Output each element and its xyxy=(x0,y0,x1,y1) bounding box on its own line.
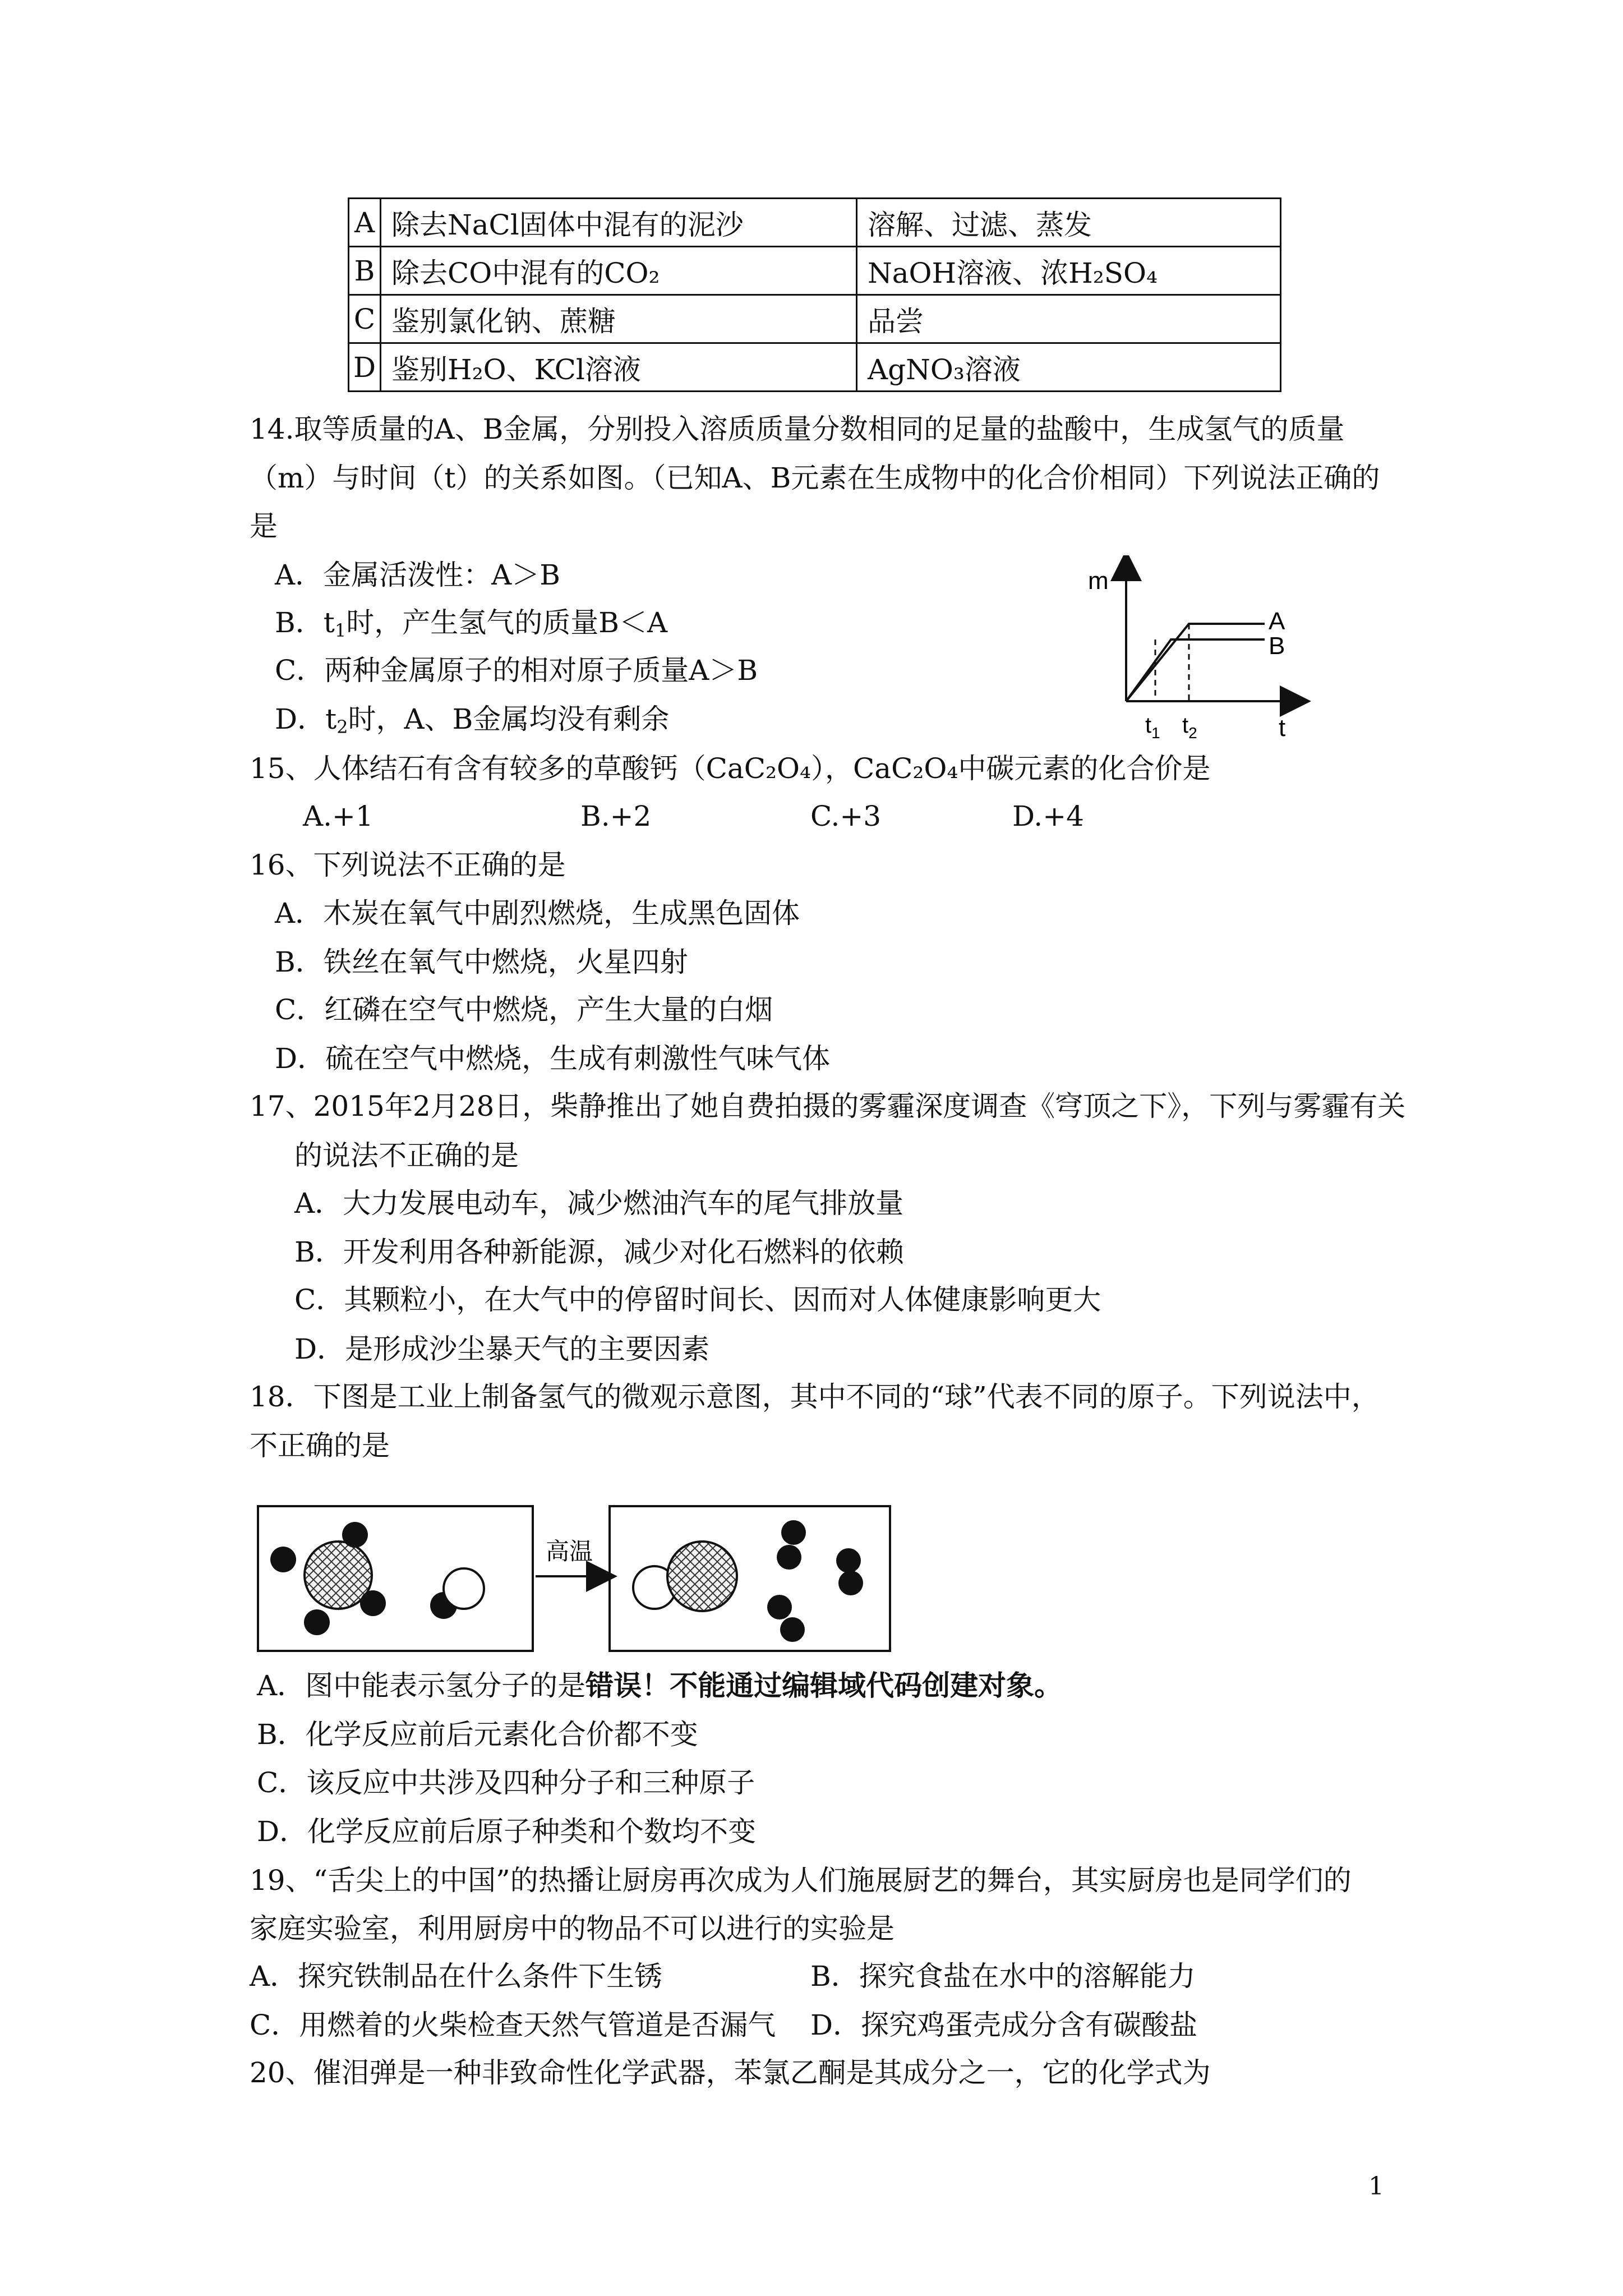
line-b xyxy=(1126,639,1265,701)
q17-option-d: D．是形成沙尘暴天气的主要因素 xyxy=(294,1333,710,1365)
hydrogen-mass-graph xyxy=(1077,555,1312,746)
table-row xyxy=(349,343,1281,392)
y-axis-label: m xyxy=(1088,567,1109,595)
q14-stem-line1: 14.取等质量的A、B金属，分别投入溶质质量分数相同的足量的盐酸中，生成氢气的质量 xyxy=(250,413,1345,445)
line-a-label: A xyxy=(1269,608,1285,635)
q15-stem: 15、人体结石有含有较多的草酸钙（CaC₂O₄），CaC₂O₄中碳元素的化合价是 xyxy=(250,752,1211,785)
q16-option-c: C．红磷在空气中燃烧，产生大量的白烟 xyxy=(275,993,773,1026)
q15-option-c: C.+3 xyxy=(810,800,882,832)
q19-stem-line1: 19、“舌尖上的中国”的热播让厨房再次成为人们施展厨艺的舞台，其实厨房也是同学们的 xyxy=(250,1864,1352,1897)
q18-stem-line1: 18．下图是工业上制备氢气的微观示意图，其中不同的“球”代表不同的原子。下列说法中， xyxy=(250,1381,1380,1413)
methane-molecule xyxy=(270,1522,386,1635)
q14-stem-line3: 是 xyxy=(250,510,278,542)
q18-option-a: A．图中能表示氢分子的是错误！不能通过编辑域代码创建对象。 xyxy=(257,1669,1063,1702)
table-row xyxy=(349,295,1281,343)
reaction-condition-label: 高温 xyxy=(546,1538,593,1565)
q17-stem-line1: 17、2015年2月28日，柴静推出了她自费拍摄的雾霾深度调查《穹顶之下》，下列与雾霾有关 xyxy=(250,1090,1406,1122)
q19-stem-line2: 家庭实验室，利用厨房中的物品不可以进行的实验是 xyxy=(250,1912,895,1945)
q14-option-b: B．$t_1$时，产生氢气的质量B＜A xyxy=(275,606,668,641)
q15-option-d: D.+4 xyxy=(1012,800,1084,832)
q15-option-b: B.+2 xyxy=(580,800,652,832)
q14-option-a: A．金属活泼性：A＞B xyxy=(275,559,560,591)
table-cell-option: C xyxy=(349,295,381,343)
q17-option-b: B．开发利用各种新能源，减少对化石燃料的依赖 xyxy=(294,1236,904,1268)
carbon-monoxide-molecule xyxy=(633,1542,737,1611)
table-cell-task: 鉴别氯化钠、蔗糖 xyxy=(381,295,857,343)
q16-option-b: B．铁丝在氧气中燃烧，火星四射 xyxy=(275,946,688,978)
x-axis-label: t xyxy=(1279,714,1286,742)
q16-option-a: A．木炭在氧气中剧烈燃烧，生成黑色固体 xyxy=(275,897,800,930)
table-cell-method: 品尝 xyxy=(857,295,1281,343)
q18-option-b: B．化学反应前后元素化合价都不变 xyxy=(257,1718,698,1751)
reaction-diagram xyxy=(255,1503,895,1655)
line-b-label: B xyxy=(1269,632,1285,660)
field-code-error: 错误！不能通过编辑域代码创建对象。 xyxy=(585,1669,1063,1702)
q15-option-a: A.+1 xyxy=(303,800,374,832)
q19-option-c: C．用燃着的火柴检查天然气管道是否漏气 xyxy=(250,2009,776,2041)
reactants-box xyxy=(258,1506,533,1651)
q17-option-a: A．大力发展电动车，减少燃油汽车的尾气排放量 xyxy=(294,1187,904,1220)
q17-stem-line2: 的说法不正确的是 xyxy=(294,1139,519,1172)
table-cell-task: 除去CO中混有的CO₂ xyxy=(381,247,857,295)
water-molecule xyxy=(430,1568,484,1619)
table-cell-task: 除去NaCl固体中混有的泥沙 xyxy=(381,199,857,247)
q14-option-c: C．两种金属原子的相对原子质量A＞B xyxy=(275,654,758,687)
t2-label: $t_2$ xyxy=(1182,713,1197,742)
table-cell-option: A xyxy=(349,199,381,247)
table-cell-option: D xyxy=(349,343,381,392)
options-table xyxy=(348,197,1281,392)
hydrogen-molecule xyxy=(777,1520,806,1570)
hydrogen-molecule xyxy=(836,1548,863,1595)
table-cell-task: 鉴别H₂O、KCl溶液 xyxy=(381,343,857,392)
q19-option-a: A．探究铁制品在什么条件下生锈 xyxy=(250,1960,663,1993)
q14-stem-line2: （m）与时间（t）的关系如图。（已知A、B元素在生成物中的化合价相同）下列说法正确的 xyxy=(250,462,1380,494)
page-number: 1 xyxy=(1368,2172,1384,2201)
q14-option-d: D．$t_2$时，A、B金属均没有剩余 xyxy=(275,703,670,738)
table-cell-method: AgNO₃溶液 xyxy=(857,343,1281,392)
q18-stem-line2: 不正确的是 xyxy=(250,1429,390,1462)
q16-stem: 16、下列说法不正确的是 xyxy=(250,849,566,881)
table-cell-method: NaOH溶液、浓H₂SO₄ xyxy=(857,247,1281,295)
q16-option-d: D．硫在空气中燃烧，生成有刺激性气味气体 xyxy=(275,1042,831,1075)
q19-option-d: D．探究鸡蛋壳成分含有碳酸盐 xyxy=(810,2009,1198,2041)
q19-option-b: B．探究食盐在水中的溶解能力 xyxy=(810,1960,1196,1993)
q18-option-c: C．该反应中共涉及四种分子和三种原子 xyxy=(257,1766,755,1799)
table-row xyxy=(349,199,1281,247)
line-a xyxy=(1126,624,1265,701)
q18-option-d: D．化学反应前后原子种类和个数均不变 xyxy=(257,1815,757,1848)
q17-option-c: C．其颗粒小，在大气中的停留时间长、因而对人体健康影响更大 xyxy=(294,1283,1101,1316)
table-cell-method: 溶解、过滤、蒸发 xyxy=(857,199,1281,247)
hydrogen-molecule xyxy=(767,1595,805,1642)
q20-stem-line1: 20、催泪弹是一种非致命性化学武器，苯氯乙酮是其成分之一，它的化学式为 xyxy=(250,2056,1211,2089)
t1-label: $t_1$ xyxy=(1145,713,1160,742)
table-cell-option: B xyxy=(349,247,381,295)
table-row xyxy=(349,247,1281,295)
